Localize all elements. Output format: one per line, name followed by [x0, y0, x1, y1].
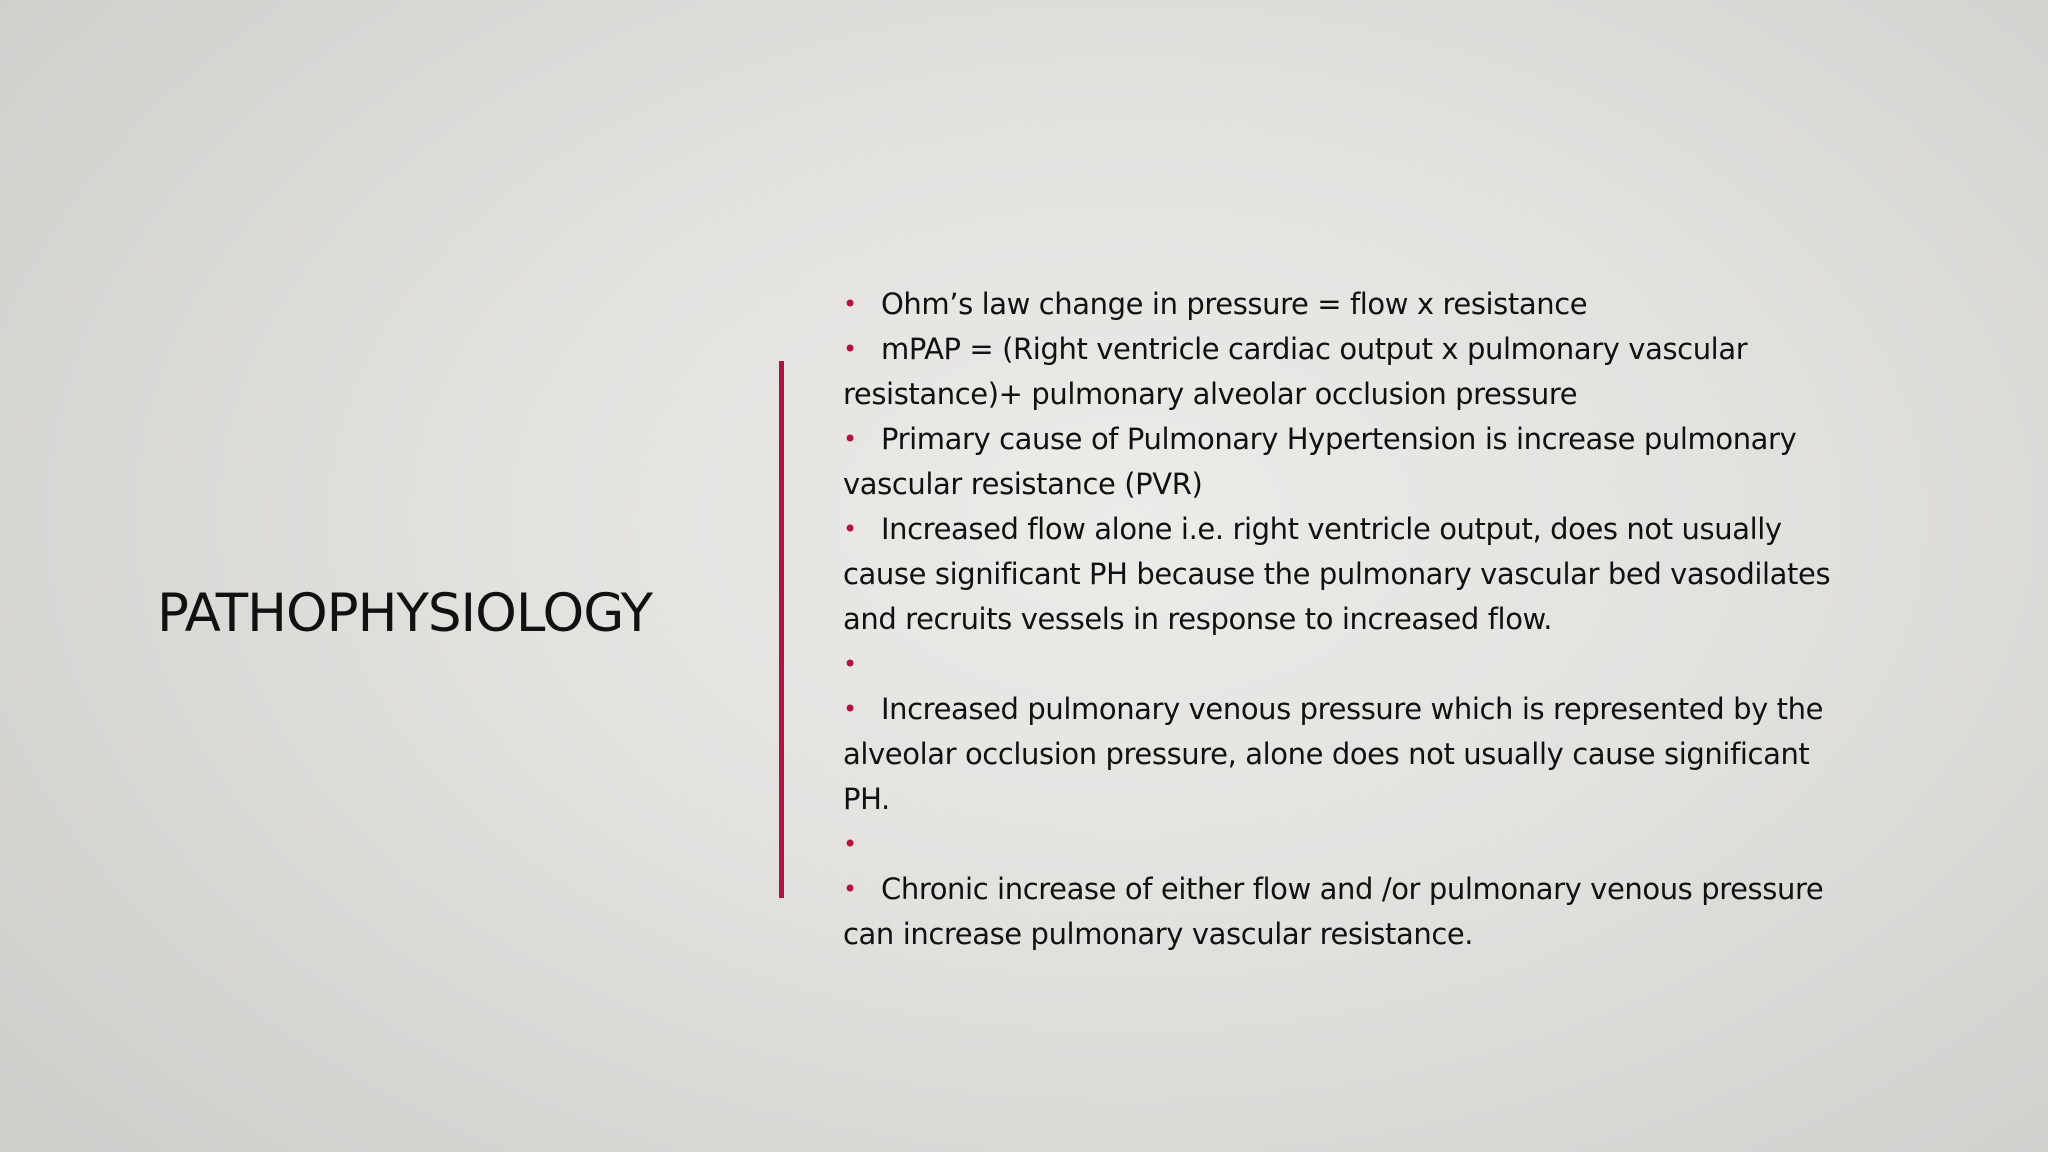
bullet-text: Primary cause of Pulmonary Hypertension is increase pulmonary vascular resistance (PVR)	[843, 422, 1797, 501]
bullet-text: Increased pulmonary venous pressure which is represented by the alveolar occlusion pressure, alone does not usually cause significant PH.	[843, 692, 1824, 816]
bullet-dot-icon: •	[843, 650, 857, 678]
bullet-item	[843, 327, 1843, 417]
bullet-dot-icon: •	[843, 875, 857, 903]
bullet-dot-icon: •	[843, 695, 857, 723]
bullet-dot-icon: •	[843, 335, 857, 363]
bullet-item	[843, 687, 1843, 822]
bullet-item	[843, 867, 1843, 957]
bullet-item-empty	[843, 822, 1843, 867]
bullet-dot-icon: •	[843, 290, 857, 318]
bullet-item	[843, 417, 1843, 507]
bullet-text: Chronic increase of either flow and /or pulmonary venous pressure can increase pulmonary vascular resistance.	[843, 872, 1824, 951]
bullet-text: mPAP = (Right ventricle cardiac output x pulmonary vascular resistance)+ pulmonary alveolar occlusion pressure	[843, 332, 1748, 411]
bullet-item-empty	[843, 642, 1843, 687]
slide-title: PATHOPHYSIOLOGY	[157, 583, 652, 644]
bullet-list	[843, 282, 1843, 957]
bullet-text: Increased flow alone i.e. right ventricle output, does not usually cause significant PH because the pulmonary vascular bed vasodilates and recruits vessels in response to increased flow.	[843, 512, 1831, 636]
bullet-item	[843, 507, 1843, 642]
bullet-dot-icon: •	[843, 830, 857, 858]
bullet-text: Ohm’s law change in pressure = flow x resistance	[881, 287, 1588, 321]
vertical-divider	[779, 361, 784, 898]
bullet-dot-icon: •	[843, 425, 857, 453]
bullet-dot-icon: •	[843, 515, 857, 543]
bullet-item	[843, 282, 1843, 327]
